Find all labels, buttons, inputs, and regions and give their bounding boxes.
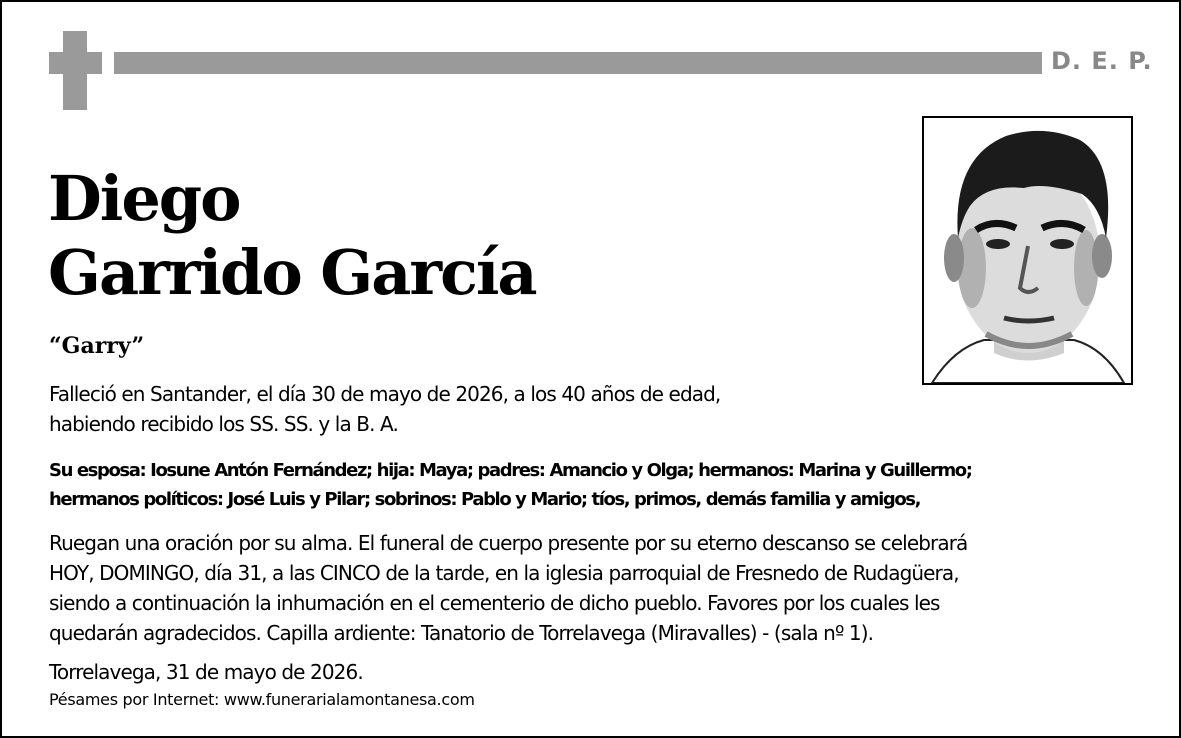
funeral-line: HOY, DOMINGO, día 31, a las CINCO de la tarde, en la iglesia parroquial de Fresnedo de Rudagüera, [49, 561, 959, 585]
death-statement-line: habiendo recibido los SS. SS. y la B. A. [49, 412, 398, 436]
family-line: hermanos políticos: José Luis y Pilar; sobrinos: Pablo y Mario; tíos, primos, demás familia y amigos, [49, 489, 921, 510]
condolences-link: Pésames por Internet: www.funerarialamontanesa.com [49, 690, 475, 709]
nickname: “Garry” [49, 333, 145, 359]
surnames: Garrido García [48, 236, 536, 309]
family-line: Su esposa: Iosune Antón Fernández; hija: Maya; padres: Amancio y Olga; hermanos: Marina y Guillermo; [49, 460, 972, 481]
family-list [49, 456, 972, 514]
portrait-image [924, 118, 1131, 383]
funeral-line: Ruegan una oración por su alma. El funeral de cuerpo presente por su eterno descanso se celebrará [49, 531, 968, 555]
place-date [49, 657, 363, 687]
funeral-line: siendo a continuación la inhumación en el cementerio de dicho pueblo. Favores por los cuales les [49, 591, 940, 615]
latin-cross-icon [49, 31, 102, 110]
funeral-line: quedarán agradecidos. Capilla ardiente: Tanatorio de Torrelavega (Miravalles) - (sala nº 1). [49, 621, 874, 645]
funeral-details [49, 528, 967, 648]
dep-badge: D. E. P. [1051, 47, 1153, 75]
place-date-text: Torrelavega, 31 de mayo de 2026. [49, 660, 363, 684]
header-rule [114, 52, 1042, 74]
deceased-name [48, 162, 536, 310]
deceased-photo [922, 116, 1133, 385]
death-statement-line: Falleció en Santander, el día 30 de mayo de 2026, a los 40 años de edad, [49, 382, 721, 406]
first-name: Diego [48, 162, 240, 235]
death-statement [49, 379, 720, 439]
